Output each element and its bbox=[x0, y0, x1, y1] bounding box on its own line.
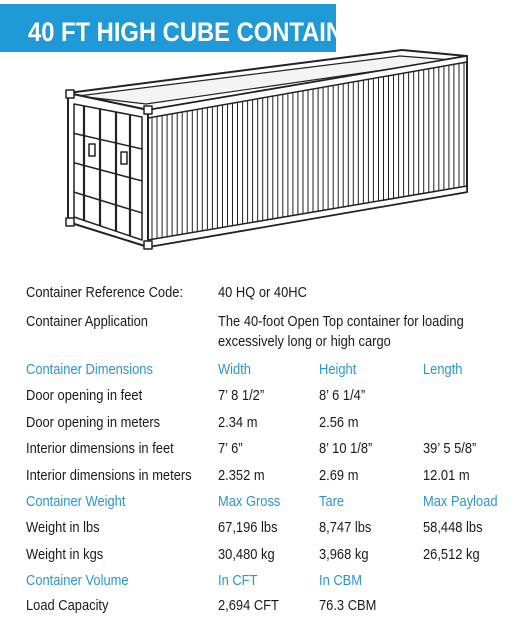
weight-kgs-tare: 3,968 kg bbox=[319, 546, 369, 563]
value-application-line1: The 40-foot Open Top container for loading bbox=[218, 313, 464, 330]
heading-dimensions: Container Dimensions bbox=[26, 361, 153, 378]
row-weight-kgs bbox=[0, 545, 524, 567]
column-height: Height bbox=[319, 361, 357, 378]
row-interior-meters bbox=[0, 466, 524, 488]
door-feet-height: 8’ 6 1/4” bbox=[319, 387, 366, 404]
interior-feet-height: 8’ 10 1/8” bbox=[319, 440, 373, 457]
value-reference-code: 40 HQ or 40HC bbox=[218, 284, 307, 301]
page-title: 40 FT HIGH CUBE CONTAINER bbox=[28, 17, 377, 47]
column-max-gross: Max Gross bbox=[218, 493, 281, 510]
label-application: Container Application bbox=[26, 313, 148, 330]
load-capacity-cft: 2,694 CFT bbox=[218, 597, 279, 614]
section-dimensions-header bbox=[0, 360, 524, 382]
label-door-feet: Door opening in feet bbox=[26, 387, 143, 404]
section-volume-header bbox=[0, 571, 524, 593]
interior-meters-height: 2.69 m bbox=[319, 467, 359, 484]
label-reference-code: Container Reference Code: bbox=[26, 284, 184, 301]
weight-kgs-payload: 26,512 kg bbox=[423, 546, 480, 563]
label-load-capacity: Load Capacity bbox=[26, 597, 109, 614]
label-weight-kgs: Weight in kgs bbox=[26, 546, 104, 563]
label-interior-feet: Interior dimensions in feet bbox=[26, 440, 174, 457]
door-feet-width: 7’ 8 1/2” bbox=[218, 387, 265, 404]
section-weight-header bbox=[0, 492, 524, 514]
column-cbm: In CBM bbox=[319, 572, 363, 589]
heading-volume: Container Volume bbox=[26, 572, 129, 589]
column-tare: Tare bbox=[319, 493, 345, 510]
interior-meters-width: 2.352 m bbox=[218, 467, 265, 484]
weight-lbs-tare: 8,747 lbs bbox=[319, 519, 372, 536]
weight-lbs-payload: 58,448 lbs bbox=[423, 519, 483, 536]
interior-feet-width: 7’ 6” bbox=[218, 440, 243, 457]
row-interior-feet bbox=[0, 439, 524, 461]
interior-meters-length: 12.01 m bbox=[423, 467, 470, 484]
value-application-line2: excessively long or high cargo bbox=[218, 333, 391, 350]
column-length: Length bbox=[423, 361, 463, 378]
load-capacity-cbm: 76.3 CBM bbox=[319, 597, 377, 614]
weight-kgs-gross: 30,480 kg bbox=[218, 546, 275, 563]
column-width: Width bbox=[218, 361, 251, 378]
label-weight-lbs: Weight in lbs bbox=[26, 519, 100, 536]
row-weight-lbs bbox=[0, 518, 524, 540]
row-door-meters bbox=[0, 413, 524, 435]
row-application bbox=[0, 312, 524, 354]
row-load-capacity bbox=[0, 596, 524, 618]
weight-lbs-gross: 67,196 lbs bbox=[218, 519, 278, 536]
row-reference-code bbox=[0, 283, 524, 305]
label-interior-meters: Interior dimensions in meters bbox=[26, 467, 192, 484]
column-max-payload: Max Payload bbox=[423, 493, 498, 510]
heading-weight: Container Weight bbox=[26, 493, 126, 510]
door-meters-width: 2.34 m bbox=[218, 414, 258, 431]
interior-feet-length: 39’ 5 5/8” bbox=[423, 440, 477, 457]
column-cft: In CFT bbox=[218, 572, 258, 589]
label-door-meters: Door opening in meters bbox=[26, 414, 161, 431]
door-meters-height: 2.56 m bbox=[319, 414, 359, 431]
row-door-feet bbox=[0, 386, 524, 408]
